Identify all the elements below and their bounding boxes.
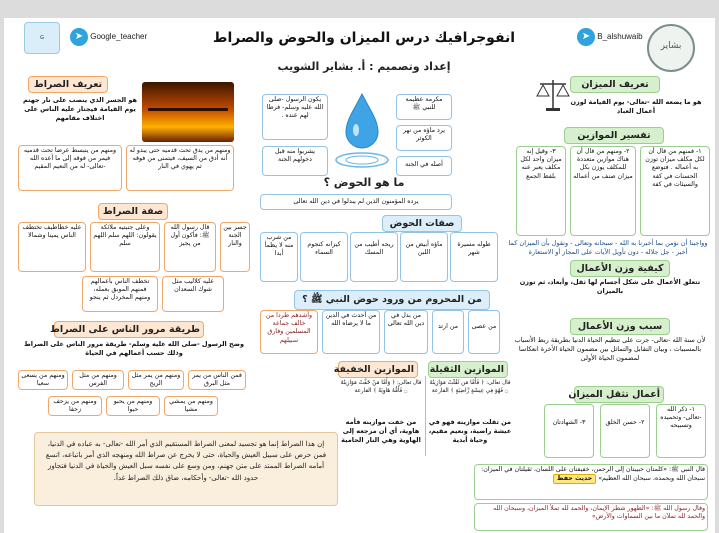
hawd-sifa: طوله مسيرة شهر [450,232,498,282]
sirat-sifa: قال رسول الله ﷺ: فأكون أول من يجيز [164,222,216,272]
hadith-2: وقال رسول الله ﷺ: «الطهور شطر الإيمان، والحمد لله تملأ الميزان، وسبحان الله والحمد لله تملآن ما بين السماوات والأرض» [474,503,708,531]
telegram-handle-left[interactable] [70,28,147,46]
mahrum-item: من أحدث في الدين ما لا يرضاه الله [322,310,380,354]
fire-bridge-image [142,82,234,142]
mahrum-item: من ارتد [432,310,464,354]
murur-item: ومنهم من يمر مثل الريح [128,370,184,390]
murur-item: ومنهم من يحبو حبوا [106,396,160,416]
infographic-page [4,18,715,533]
murur-item: فمن الناس من يمر مثل البرق [188,370,246,390]
mizan-def-text: هو ما يضعه الله -تعالى- يوم القيامة لوزن أعمال العباد [570,98,702,115]
hawd-sifa: ماؤه أبيض من اللبن [400,232,448,282]
murur-item: ومنهم من يمشي مشيا [164,396,218,416]
heavy-title: الموازين الثقيلة [428,361,508,378]
hawd-answer: يرده المؤمنون الذين لم يبدلوا في دين الله تعالى [260,194,452,210]
sirat-kind: ومنهم من ينبسط عرضا تحت قدميه فيمر من فوقه إلى ما أعده الله -تعالى- له من النعيم المقيم [18,145,122,191]
telegram-icon: ➤ [577,28,595,46]
closing-text: إن هذا الصراط إنما هو تجسيد لمعنى الصراط المستقيم الذي أمر الله -تعالى- به عباده في الدنيا، فمن حرص على سبيل العيش والحياة، حتى لا يخرج عن صراط الله ومنهجه الذي أمر باتباعه، اتسع أمامه الصراط الممتد على متن جهنم، ومن وسع على نفسه سبل العيش والحياة في الدنيا فتجاوز حدود الله -تعالى- وأحكامه، ضاق ذلك الصراط غداً. [45,440,327,482]
murur-item: ومنهم من يسعى سعيا [18,370,68,390]
sirat-sifa-title: صفة الصراط [98,203,168,220]
murur-item: ومنهم من مثل الفرس [72,370,124,390]
sirat-sifa: جسر بين الجنة والنار [220,222,250,272]
page-title: انفوجرافيك درس الميزان والحوض والصراط [212,30,516,46]
wujub-note: وواجبنا أن نؤمن بما أخبرنا به الله - سبحانه وتعالى - ونقول بأن الميزان كما أخبر - جل جلاله - دون تأويل الآيات على المجاز أو الاستعارة [508,239,708,256]
hawd-mahrum-title: من المحروم من ورود حوض النبي ﷺ ؟ [294,290,490,310]
light-text: من خفت موازينه فأمه هاوية، أي أن مرجعه إلى الهاوية وهي النار الحامية [341,418,421,444]
thaqil-item: ٣- الشهادتان [544,404,594,458]
mizan-def-title: تعريف الميزان [570,76,660,93]
author-line: إعداد وتصميم : أ. بشاير الشويب [277,60,451,73]
logo-text: بشاير [660,41,682,51]
telegram-handle-right[interactable] [577,28,643,46]
sabab-title: سبب وزن الأعمال [570,318,670,335]
sirat-sifa: عليه خطاطيف تختطف الناس يمينا وشمالا [18,222,86,272]
mahrum-item: من عصى [468,310,500,354]
divider [425,376,426,456]
tafsir-item: ٢- ومنهم من قال أن هناك موازين متعددة للمكلف يوزن بكل ميزان صنف من أعماله [570,146,636,236]
hawd-sifat-title: صفات الحوض [382,215,462,232]
light-verse: قال تعالى: ﴿ وَأَمَّا مَنْ خَفَّتْ مَوَازِينُهُ ۝ فَأُمُّهُ هَاوِيَةٌ ﴾ القارعة [340,380,422,394]
kayfiya-text: تتعلق الأعمال على شكل أجسام لها ثقل، وأبعاد، ثم توزن بالميزان [519,278,701,295]
hawd-fact: مكرمة عظيمة للنبي ﷺ [396,94,452,120]
closing-box [34,432,338,506]
sirat-sifa: وعلى جنبتيه ملائكة يقولون: اللهم سلم اللهم سلم [90,222,160,272]
thaqil-item: ٢- حسن الخلق [600,404,650,458]
heavy-text: من ثقلت موازينه فهو في عيشة راضية، ونعيم مقيم، وحياة أبدية [428,418,512,444]
heavy-verse: قال تعالى: ﴿ فَأَمَّا مَن ثَقُلَتْ مَوَازِينُهُ ۝ فَهُوَ فِي عِيشَةٍ رَّاضِيَةٍ ﴾ القارعة [429,380,511,394]
telegram-handle-text: Google_teacher [90,32,148,42]
sirat-sifa: تخطف الناس بأعمالهم فمنهم الموبق بعمله، ومنهم المخردل ثم ينجو [82,276,158,312]
kayfiya-title: كيفية وزن الأعمال [570,260,670,277]
sirat-def-title: تعريف الصراط [28,76,108,93]
sirat-sifa: عليه كلاليب مثل شوك السعدان [162,276,224,312]
hadith-tag: حديث حفظ [553,474,596,484]
tafsir-title: تفسير الموازين [564,127,664,144]
murur-text: وضح الرسول -صلى الله عليه وسلم- طريقة مرور الناس على الصراط وذلك حسب أعمالهم في الحياة [23,340,245,357]
teacher-badge: G [24,22,60,54]
hawd-fact: أصله في الجنة [396,156,452,176]
telegram-icon: ➤ [70,28,88,46]
water-drop-icon [334,90,390,170]
mahrum-item: من بدل في دين الله تعالى [384,310,428,354]
tafsir-item: ١- فمنهم من قال أن لكل مكلف ميزان توزن به أعماله . فتوضع الحسنات في كفة والسيئات في كفة [640,146,710,236]
thaqil-item: ١- ذكر الله -تعالى- وتحميده وتسبيحه [656,404,706,458]
hawd-sifa: كيزانه كنجوم السماء [300,232,348,282]
hawd-left-fact: يكون الرسول -صلى الله عليه وسلم- فرطا لهم عنده . [262,94,328,140]
hadith-1-text: قال النبي ﷺ: «كلمتان حبيبتان إلى الرحمن، خفيفتان على اللسان، ثقيلتان في الميزان: سبحان الله وبحمده، سبحان الله العظيم» [481,466,705,483]
sirat-kind: ومنهم من يدق تحت قدميه حتى يبدو له أنه أدق من السيف، فيتمنى من فوقه ثم يهوي في النار [126,145,234,191]
scale-icon [536,76,570,114]
hawd-sifa: ريحه أطيب من المسك [350,232,398,282]
murur-item: ومنهم من يزحف زحفا [48,396,102,416]
light-title: الموازين الخفيفة [338,361,418,378]
hawd-left-fact: يشربوا منه قبل دخولهم الجنة [262,146,328,176]
hawd-sifa: من شرب منه لا يظمأ أبدا [260,232,298,282]
sirat-def-text: هو الجسر الذي ينصب على نار جهنم يوم القيامة فيجتاز عليه الناس على اختلاف مقامهم [23,96,137,122]
hawd-fact: يرد ماؤه من نهر الكوثر [396,125,452,151]
murur-title: طريقة مرور الناس على الصراط [54,321,204,338]
thaqil-title: أعمال تثقل الميزان [574,386,664,403]
logo [647,24,695,72]
sabab-text: لأن سنة الله -تعالى- جرت على تنظيم الحياة الدنيا بطريقة ربط الأسباب بالمسببات ، وبيان التقابل والتماثل بين مضمون الحياة الأخرة انعكاسا لمضمون الحياة الأولى [514,336,706,362]
mahrum-item: وأشدهم طردا من خالف جماعة المسلمين وفارق سبيلهم [260,310,318,354]
tafsir-item: ٣- وقيل إنه ميزان واحد لكل مكلف يعبر عنه بلفظ الجمع [516,146,566,236]
hadith-box-1 [474,464,708,500]
hawd-question: ما هو الحوض ؟ [323,176,405,189]
telegram-handle-text: B_alshuwaib [597,32,643,42]
